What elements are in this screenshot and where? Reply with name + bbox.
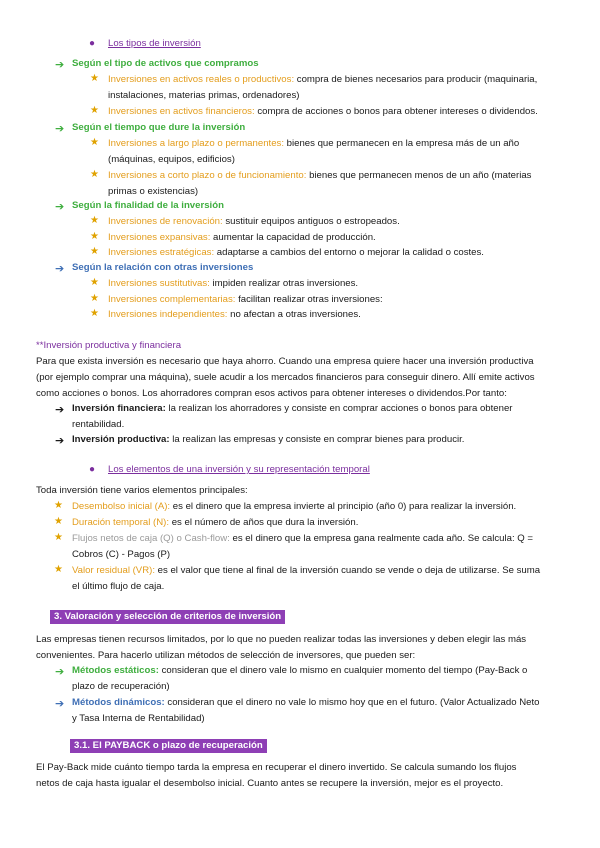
item-corto-plazo-cont: primas o existencias) [108,186,199,197]
section-heading-payback: 3.1. El PAYBACK o plazo de recuperación [70,739,267,753]
item-largo-plazo: Inversiones a largo plazo o permanentes: bienes que permanecen en la empresa más de un año [108,138,520,149]
section-heading-valoracion: 3. Valoración y selección de criterios de inversión [50,610,285,624]
star-icon: ★ [90,169,99,180]
section-link-tipos[interactable]: Los tipos de inversión [108,38,201,49]
item-complementarias: Inversiones complementarias: facilitan realizar otras inversiones: [108,294,383,305]
item-inversion-productiva: Inversión productiva: la realizan las empresas y consiste en comprar bienes para producir. [72,434,465,445]
item-estrategicas: Inversiones estratégicas: adaptarse a cambios del entorno o mejorar la calidad o costes. [108,247,484,258]
heading-tiempo: Según el tiempo que dure la inversión [72,122,246,133]
item-sustitutivas: Inversiones sustitutivas: impiden realizar otras inversiones. [108,278,359,289]
blue-arrow-icon: ➔ [55,263,65,275]
star-icon: ★ [54,532,63,543]
item-activos-reales-cont: instalaciones, materias primas, ordenadores) [108,90,300,101]
item-flujos: Flujos netos de caja (Q) o Cash-flow: es el dinero que la empresa gana realmente cada año. Se calcula: Q = [72,533,534,544]
item-duracion: Duración temporal (N): es el número de años que dura la inversión. [72,517,359,528]
star-icon: ★ [90,231,99,242]
item-valor-residual-cont: el último flujo de caja. [72,581,165,592]
star-icon: ★ [90,293,99,304]
paragraph-line: (por ejemplo comprar una máquina), suele acudir a los mercados financieros para conseguir dinero. Allí emite activos [36,372,535,383]
green-arrow-icon: ➔ [55,123,65,135]
star-icon: ★ [54,516,63,527]
item-inversion-financiera-cont: rentabilidad. [72,419,125,430]
elementos-intro: Toda inversión tiene varios elementos principales: [36,485,248,496]
blue-arrow-icon: ➔ [55,698,65,710]
star-icon: ★ [90,105,99,116]
arrow-icon: ➔ [55,404,65,416]
green-arrow-icon: ➔ [55,666,65,678]
item-valor-residual: Valor residual (VR): es el valor que tiene al final de la inversión cuando se vende o deja de utilizarse. Se suma [72,565,541,576]
paragraph-line: convenientes. Para hacerlo utilizan métodos de selección de inversores, que pueden ser: [36,650,416,661]
star-icon: ★ [90,246,99,257]
item-metodos-estaticos: Métodos estáticos: consideran que el dinero vale lo mismo en cualquier momento del tiempo (Pay-Back o [72,665,528,676]
item-activos-financieros: Inversiones en activos financieros: compra de acciones o bonos para obtener intereses o dividendos. [108,106,538,117]
paragraph-line: Para que exista inversión es necesario que haya ahorro. Cuando una empresa quiere hacer una inversión productiva [36,356,534,367]
subsection-productiva-title: **Inversión productiva y financiera [36,340,182,351]
bullet-dot-icon: ● [89,464,96,475]
arrow-icon: ➔ [55,435,65,447]
section-link-elementos[interactable]: Los elementos de una inversión y su representación temporal [108,464,370,475]
item-largo-plazo-cont: (máquinas, equipos, edificios) [108,154,235,165]
star-icon: ★ [90,137,99,148]
heading-relacion: Según la relación con otras inversiones [72,262,254,273]
star-icon: ★ [90,277,99,288]
heading-finalidad: Según la finalidad de la inversión [72,200,224,211]
green-arrow-icon: ➔ [55,59,65,71]
item-corto-plazo: Inversiones a corto plazo o de funcionamiento: bienes que permanecen menos de un año (materias [108,170,532,181]
star-icon: ★ [90,73,99,84]
star-icon: ★ [54,500,63,511]
bullet-dot-icon: ● [89,38,96,49]
item-desembolso: Desembolso inicial (A): es el dinero que la empresa invierte al principio (año 0) para realizar la inversión. [72,501,517,512]
item-metodos-estaticos-cont: plazo de recuperación) [72,681,170,692]
heading-tipo-activos: Según el tipo de activos que compramos [72,58,259,69]
item-expansivas: Inversiones expansivas: aumentar la capacidad de producción. [108,232,376,243]
green-arrow-icon: ➔ [55,201,65,213]
item-inversion-financiera: Inversión financiera: la realizan los ahorradores y consiste en comprar acciones o bonos para obtener [72,403,513,414]
star-icon: ★ [90,215,99,226]
paragraph-line: Las empresas tienen recursos limitados, por lo que no pueden realizar todas las inversiones y deben elegir las más [36,634,527,645]
star-icon: ★ [90,308,99,319]
paragraph-line: netos de caja hasta igualar el desembolso inicial. Cuanto antes se recupere la inversión, mejor es el proyecto. [36,778,504,789]
item-flujos-cont: Cobros (C) - Pagos (P) [72,549,171,560]
item-independientes: Inversiones independientes: no afectan a otras inversiones. [108,309,361,320]
paragraph-line: El Pay-Back mide cuánto tiempo tarda la empresa en recuperar el dinero invertido. Se calcula sumando los flujos [36,762,517,773]
item-activos-reales: Inversiones en activos reales o productivos: compra de bienes necesarios para producir (maquinaria, [108,74,538,85]
paragraph-line: como acciones o bonos. Los ahorradores compran esos activos para obtener intereses o dividendos.Por tanto: [36,388,507,399]
item-metodos-dinamicos-cont: y Tasa Interna de Rentabilidad) [72,713,205,724]
item-renovacion: Inversiones de renovación: sustituir equipos antiguos o estropeados. [108,216,400,227]
star-icon: ★ [54,564,63,575]
item-metodos-dinamicos: Métodos dinámicos: consideran que el dinero no vale lo mismo hoy que en el futuro. (Valor Actualizado Neto [72,697,540,708]
